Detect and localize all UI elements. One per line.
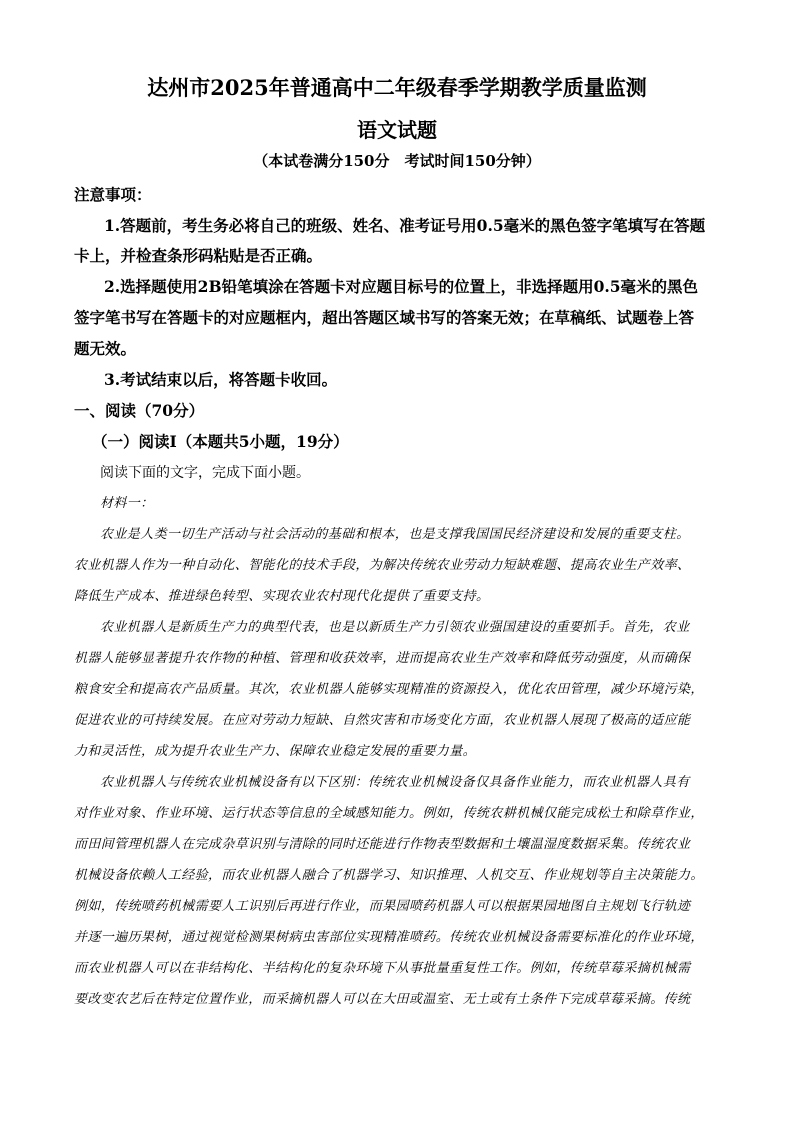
passage-line: 农业机器人作为一种自动化、智能化的技术手段，为解决传统农业劳动力短缺难题、提高农业生产效率、 [74,558,691,573]
instruction-text: 阅读下面的文字，完成下面小题。 [100,465,310,481]
passage-line: 而农业机器人可以在非结构化、半结构化的复杂环境下从事批量重复性工作。例如，传统草莓采摘机械需 [74,961,691,976]
exam-info: （本试卷满分150分 考试时间150分钟） [253,152,541,170]
notice-line: 3.考试结束以后，将答题卡收回。 [104,370,338,389]
notice-line: 签字笔书写在答题卡的对应题框内，超出答题区域书写的答案无效；在草稿纸、试题卷上答 [74,308,695,327]
passage-line: 促进农业的可持续发展。在应对劳动力短缺、自然灾害和市场变化方面，农业机器人展现了极高的适应能 [74,713,691,728]
notice-line: 卡上，并检查条形码粘贴是否正确。 [74,246,323,265]
material-label: 材料一： [100,496,154,511]
notice-heading: 注意事项： [74,185,152,204]
passage-line: 农业机器人与传统农业机械设备有以下区别：传统农业机械设备仅具备作业能力，而农业机器人具有 [100,775,690,790]
notice-line: 1.答题前，考生务必将自己的班级、姓名、准考证号用0.5毫米的黑色签字笔填写在答题 [104,216,706,235]
exam-title: 达州市2025年普通高中二年级春季学期教学质量监测 [147,75,647,100]
passage-line: 机器人能够显著提升农作物的种植、管理和收获效率，进而提高农业生产效率和降低劳动强度，从而确保 [74,651,691,666]
passage-line: 机械设备依赖人工经验，而农业机器人融合了机器学习、知识推理、人机交互、作业规划等自主决策能力。 [74,868,704,883]
notice-line: 题无效。 [74,339,137,358]
section-heading: 一、阅读（70分） [74,401,205,420]
passage-line: 粮食安全和提高农产品质量。其次，农业机器人能够实现精准的资源投入，优化农田管理，减少环境污染， [74,682,704,697]
passage-line: 并逐一遍历果树，通过视觉检测果树病虫害部位实现精准喷药。传统农业机械设备需要标准化的作业环境， [74,930,704,945]
subsection-heading: （一）阅读Ⅰ（本题共5小题，19分） [92,432,349,451]
passage-line: 例如，传统喷药机械需要人工识别后再进行作业，而果园喷药机器人可以根据果园地图自主规划飞行轨迹 [74,899,691,914]
passage-line: 要改变农艺后在特定位置作业，而采摘机器人可以在大田或温室、无土或有土条件下完成草莓采摘。传统 [74,992,691,1007]
passage-line: 力和灵活性，成为提升农业生产力、保障农业稳定发展的重要力量。 [74,744,477,759]
passage-line: 农业是人类一切生产活动与社会活动的基础和根本，也是支撑我国国民经济建设和发展的重要支柱。 [100,527,690,542]
passage-line: 农业机器人是新质生产力的典型代表，也是以新质生产力引领农业强国建设的重要抓手。首先，农业 [100,620,690,635]
passage-line: 对作业对象、作业环境、运行状态等信息的全域感知能力。例如，传统农耕机械仅能完成松土和除草作业， [74,806,704,821]
passage-line: 而田间管理机器人在完成杂草识别与清除的同时还能进行作物表型数据和土壤温湿度数据采集。传统农业 [74,837,691,852]
notice-line: 2.选择题使用2B铅笔填涂在答题卡对应题目标号的位置上，非选择题用0.5毫米的黑色 [104,277,699,296]
passage-line: 降低生产成本、推进绿色转型、实现农业农村现代化提供了重要支持。 [74,589,490,604]
subject-title: 语文试题 [357,118,437,142]
